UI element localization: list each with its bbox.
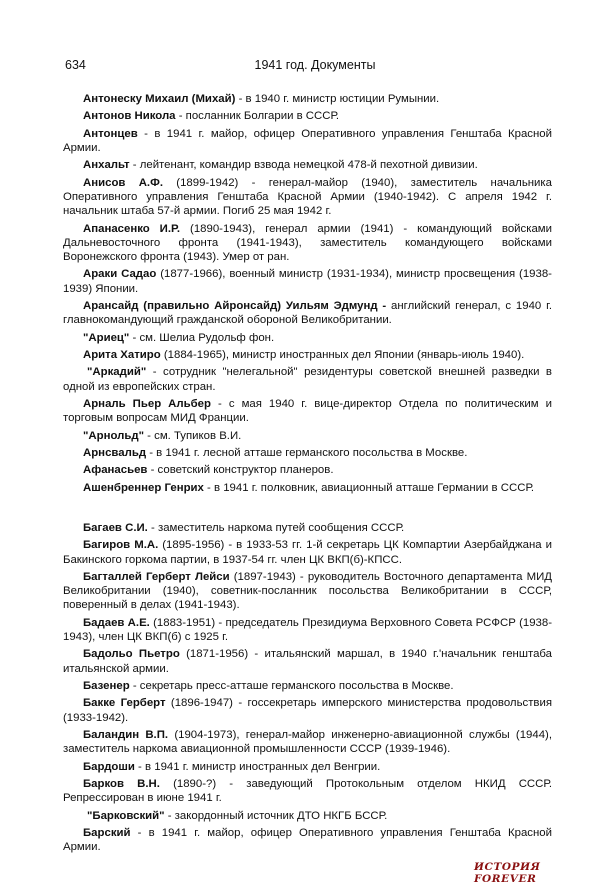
entry-name: Араки Садао xyxy=(83,268,157,281)
glossary-entry xyxy=(63,696,552,724)
entry-name: Антонцев xyxy=(83,127,138,140)
section-gap xyxy=(63,498,552,521)
entry-name: Анхальт xyxy=(83,159,130,172)
entry-text: (1871-1956) - итальянский маршал, в 1940 г.'начальник генштаба итальянской армии. xyxy=(63,648,552,675)
entry-name: Бадольо Пьетро xyxy=(83,648,180,661)
entry-name: Арита Хатиро xyxy=(83,348,161,361)
entry-text: - сотрудник "нелегальной" резидентуры советской внешней разведки в одной из европейских стран. xyxy=(63,366,552,393)
entry-text: (1883-1951) - председатель Президиума Верховного Совета РСФСР (1938-1943), член ЦК ВКП(б) с 1925 г. xyxy=(63,616,552,644)
entry-name: Афанасьев xyxy=(83,464,148,477)
entry-text: - в 1941 г. полковник, авиационный атташе Германии в СССР. xyxy=(203,481,535,494)
entry-text: - в 1940 г. министр юстиции Румынии. xyxy=(235,93,440,105)
entry-text: - закордонный источник ДТО НКГБ БССР. xyxy=(164,809,388,822)
glossary-entry xyxy=(63,109,552,123)
glossary-entries xyxy=(63,92,552,858)
entry-text: (1877-1966), военный министр (1931-1934), министр просвещения (1938-1939) Японии. xyxy=(63,268,552,295)
entry-text: - секретарь пресс-атташе германского посольства в Москве. xyxy=(129,680,454,693)
glossary-entry xyxy=(63,826,552,854)
glossary-entry xyxy=(63,158,552,172)
entry-text: - лейтенант, командир взвода немецкой 478-й пехотной дивизии. xyxy=(129,159,478,172)
watermark-logo: ИСТОРИЯ FOREVER xyxy=(474,861,541,885)
page-number: 634 xyxy=(65,58,86,72)
entry-text: - в 1941 г. лесной атташе германского посольства в Москве. xyxy=(146,446,468,459)
running-title: 1941 год. Документы xyxy=(254,58,376,72)
entry-text: (1897-1943) - руководитель Восточного департамента МИД Великобритании (1940), советник-посланник посольства Великобритании в СССР, поверенный в делах (1941-1943). xyxy=(63,571,552,612)
entry-text: - в 1941 г. министр иностранных дел Венгрии. xyxy=(134,760,381,773)
entry-text: - см. Тупиков В.И. xyxy=(144,429,242,442)
entry-name: Ашенбреннер Генрих xyxy=(83,481,204,494)
entry-text: - посланник Болгарии в СССР. xyxy=(175,110,340,123)
entry-name: Антонов Никола xyxy=(83,110,176,123)
entry-name: Арналь Пьер Альбер xyxy=(83,397,211,410)
entry-text: (1896-1947) - госсекретарь имперского министерства продовольствия (1933-1942). xyxy=(63,697,552,724)
entry-text: (1895-1956) - в 1933-53 гг. 1-й секретарь ЦК Компартии Азербайджана и Бакинского горкома партии, в 1937-54 гг. член ЦК ВКП(б)-КПСС. xyxy=(63,539,552,566)
glossary-entry xyxy=(63,267,552,295)
entry-name: Анисов А.Ф. xyxy=(83,176,163,189)
entry-text: - в 1941 г. майор, офицер Оперативного управления Генштаба Красной Армии. xyxy=(63,827,552,854)
entry-text: - советский конструктор планеров. xyxy=(147,464,334,477)
glossary-entry xyxy=(63,222,552,265)
page-header xyxy=(65,58,565,76)
glossary-entry xyxy=(63,777,552,805)
entry-text: - с мая 1940 г. вице-директор Отдела по политическим и торговым вопросам МИД Франции. xyxy=(63,397,552,425)
glossary-entry xyxy=(63,92,552,106)
glossary-entry xyxy=(63,728,552,756)
entry-text: - заместитель наркома путей сообщения СССР. xyxy=(147,522,405,535)
glossary-entry xyxy=(63,679,552,693)
entry-text: английский генерал, с 1940 г. главнокомандующий гражданской обороной Великобритании. xyxy=(63,299,552,327)
glossary-entry xyxy=(63,397,552,425)
glossary-entry xyxy=(63,463,552,477)
glossary-entry xyxy=(63,521,552,535)
entry-name: Бакке Герберт xyxy=(83,697,166,710)
entry-name: "Арнольд" xyxy=(83,429,145,442)
entry-name: Бадаев А.Е. xyxy=(83,616,150,629)
glossary-entry xyxy=(63,176,552,219)
entry-text: - в 1941 г. майор, офицер Оперативного управления Генштаба Красной Армии. xyxy=(63,127,552,154)
glossary-entry xyxy=(63,481,552,495)
entry-text: (1904-1973), генерал-майор инженерно-авиационной службы (1944), заместитель наркома авиационной промышленности СССР (1939-1946). xyxy=(63,729,552,756)
entry-name: Бардоши xyxy=(83,760,135,773)
glossary-entry xyxy=(63,127,552,155)
entry-text: (1884-1965), министр иностранных дел Японии (январь-июль 1940). xyxy=(160,348,525,361)
entry-name: "Барковский" xyxy=(87,809,165,822)
entry-name: Антонеску Михаил (Михай) xyxy=(83,93,236,105)
entry-name: Арнсвальд xyxy=(83,446,147,459)
entry-name: "Ариец" xyxy=(83,331,130,344)
entry-name: "Аркадий" xyxy=(87,366,147,379)
glossary-entry xyxy=(63,299,552,327)
glossary-entry xyxy=(63,348,552,362)
entry-text: - см. Шелиа Рудольф фон. xyxy=(129,331,275,344)
entry-name: Багиров М.А. xyxy=(83,539,159,552)
glossary-entry xyxy=(63,616,552,644)
glossary-entry xyxy=(63,538,552,566)
entry-name: Арансайд (правильно Айронсайд) Уильям Эдмунд - xyxy=(83,299,387,312)
glossary-entry xyxy=(63,331,552,345)
entry-text: (1890-1943), генерал армии (1941) - командующий войсками Дальневосточного фронта (1941-1943), заместитель командующего войсками Воронежского фронта (1943). Умер от ран. xyxy=(63,222,552,263)
entry-name: Багталлей Герберт Лейси xyxy=(83,571,230,584)
entry-name: Барский xyxy=(83,827,131,839)
glossary-entry xyxy=(63,365,552,393)
entry-name: Апанасенко И.Р. xyxy=(83,222,181,235)
entry-name: Барков В.Н. xyxy=(83,778,160,791)
entry-name: Базенер xyxy=(83,680,130,693)
glossary-entry xyxy=(63,570,552,613)
entry-text: (1899-1942) - генерал-майор (1940), заместитель начальника Оперативного управления Генштаба Красной Армии (1940-1942). С апреля 1942 г. начальник штаба 57-й армии. Погиб 25 мая 1942 г. xyxy=(63,176,552,218)
entry-name: Баландин В.П. xyxy=(83,729,169,742)
glossary-entry xyxy=(63,760,552,774)
entry-text: (1890-?) - заведующий Протокольным отделом НКИД СССР. Репрессирован в июне 1941 г. xyxy=(63,778,552,805)
glossary-entry xyxy=(63,809,552,823)
glossary-entry xyxy=(63,647,552,675)
entry-name: Багаев С.И. xyxy=(83,522,148,535)
glossary-entry xyxy=(63,429,552,443)
glossary-entry xyxy=(63,446,552,460)
